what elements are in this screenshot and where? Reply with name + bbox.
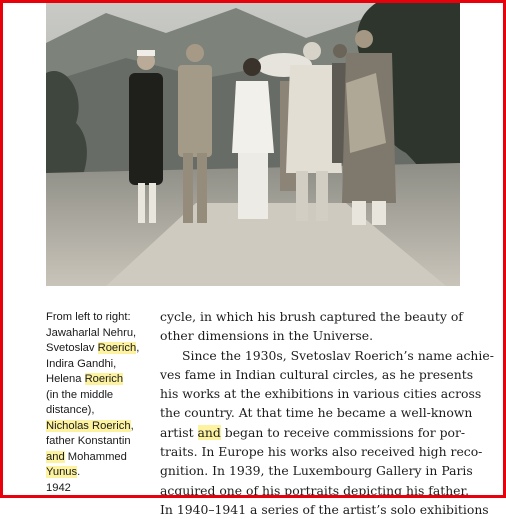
body-line: other dimensions in the Universe. <box>160 328 374 344</box>
caption-line: (in the middle <box>46 388 114 401</box>
body-line: Since the 1930s, Svetoslav Roerich’s name achie- <box>182 347 494 363</box>
body-line: traits. In Europe his works also received high reco- <box>160 444 483 460</box>
body-line-cut: In 1940–1941 a series of the artist’s solo exhibitions <box>160 501 489 517</box>
body-line: acquired one of his portraits depicting his father. <box>160 482 470 498</box>
historical-group-photo <box>46 3 460 286</box>
caption-line: Jawaharlal Nehru, <box>46 326 137 339</box>
caption-line: and Mohammed <box>46 450 127 463</box>
highlighted-term: Roerich <box>97 342 137 354</box>
highlighted-term: Nicholas Roerich <box>46 419 131 432</box>
body-paragraph <box>160 307 494 519</box>
caption-line: Yunus. <box>46 466 81 478</box>
photo-illustration <box>46 3 460 286</box>
caption-line: Svetoslav Roerich, <box>46 342 140 354</box>
caption-year: 1942 <box>46 481 71 494</box>
caption-line: Indira Gandhi, <box>46 357 117 370</box>
body-line: gnition. In 1939, the Luxembourg Gallery in Paris <box>160 463 473 479</box>
highlighted-term: Yunus <box>46 466 78 478</box>
highlighted-term: and <box>197 424 221 440</box>
caption-line: Nicholas Roerich, <box>46 419 134 432</box>
highlighted-term: Roerich <box>84 373 124 385</box>
caption-line: father Konstantin <box>46 435 131 447</box>
body-line: cycle, in which his brush captured the beauty of <box>160 309 463 324</box>
body-line: artist and began to receive commissions for por- <box>160 424 466 440</box>
body-line: the country. At that time he became a well-known <box>160 405 473 421</box>
body-line: ves fame in Indian cultural circles, as he presents <box>160 366 474 382</box>
caption-line: distance), <box>46 404 95 416</box>
highlighted-term: and <box>46 450 65 463</box>
body-line: his works at the exhibitions in various cities across <box>160 386 482 402</box>
caption-line: Helena Roerich <box>46 373 124 385</box>
caption-line: From left to right: <box>46 311 131 323</box>
photo-caption <box>46 310 148 496</box>
